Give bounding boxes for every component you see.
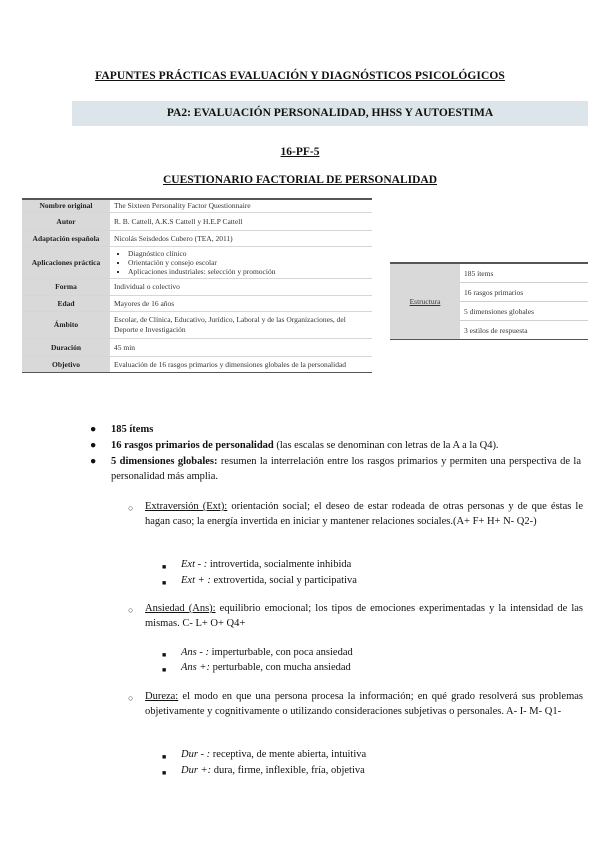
document-title: FAPUNTES PRÁCTICAS EVALUACIÓN Y DIAGNÓSTICOS PSICOLÓGICOS: [95, 70, 505, 82]
bullet-text: (las escalas se denominan con letras de la A a la Q4).: [273, 440, 499, 451]
toughness-low: [181, 747, 581, 762]
structure-item: 16 rasgos primarios: [460, 283, 588, 302]
square-bullet-icon: ■: [162, 651, 167, 659]
extraversion-high: [181, 573, 581, 588]
circle-bullet-icon: ○: [128, 693, 134, 703]
pole-desc: imperturbable, con poca ansiedad: [209, 647, 353, 658]
square-bullet-icon: ■: [162, 563, 167, 571]
bullet-icon: ●: [90, 456, 97, 467]
pole-desc: introvertida, socialmente inhibida: [207, 559, 352, 570]
info-row: [22, 212, 372, 230]
pole-term: Ans +:: [181, 662, 210, 673]
bullet-text: resumen la interrelación entre los rasgos primarios y permiten una perspectiva de la personalidad más amplia.: [111, 456, 581, 482]
structure-label: Estructura: [390, 263, 460, 340]
bullet-icon: ●: [90, 424, 97, 435]
dimension-desc: equilibrio emocional; los tipos de emociones experimentadas y la intensidad de las mismas. C- L+ O+ Q4+: [145, 603, 583, 629]
info-label: Adaptación española: [22, 230, 110, 246]
pole-term: Ext + :: [181, 575, 211, 586]
square-bullet-icon: ■: [162, 753, 167, 761]
bullet-global-dimensions: [111, 454, 581, 484]
square-bullet-icon: ■: [162, 666, 167, 674]
list-item: ▪ Aplicaciones industriales: selección y promoción: [128, 267, 368, 276]
structure-item: 185 ítems: [460, 263, 588, 283]
info-label: Duración: [22, 338, 110, 356]
dimension-anxiety: [145, 601, 583, 631]
pole-desc: perturbable, con mucha ansiedad: [209, 662, 351, 673]
extraversion-low: [181, 557, 581, 572]
dimension-name: Ansiedad (Ans):: [145, 603, 216, 614]
list-item: ▪ Diagnóstico clínico: [128, 249, 368, 258]
dimension-desc: orientación social; el deseo de estar rodeada de otras personas y de que éstas le hagan caso; la energía invertida en iniciar y mantener relaciones sociales.(A+ F+ H+ N- Q2-): [145, 501, 584, 527]
pole-desc: extrovertida, social y participativa: [210, 575, 357, 586]
info-value-list: [110, 246, 372, 278]
circle-bullet-icon: ○: [128, 503, 134, 513]
square-bullet-icon: ■: [162, 579, 167, 587]
info-row: [22, 311, 372, 338]
test-name: 16-PF-5: [280, 146, 320, 158]
structure-table: [390, 262, 588, 340]
section-title: PA2: EVALUACIÓN PERSONALIDAD, HHSS Y AUTOESTIMA: [166, 107, 494, 119]
test-subtitle: CUESTIONARIO FACTORIAL DE PERSONALIDAD: [162, 174, 438, 186]
info-row: [22, 199, 372, 212]
info-label: Objetivo: [22, 356, 110, 372]
bullet-items-count: 185 ítems: [111, 424, 154, 435]
structure-item: 3 estilos de respuesta: [460, 321, 588, 340]
info-value: The Sixteen Personality Factor Questionnaire: [110, 199, 372, 212]
pole-desc: receptiva, de mente abierta, intuitiva: [210, 749, 367, 760]
dimension-name: Dureza:: [145, 691, 179, 702]
info-table: [22, 198, 372, 373]
info-value: R. B. Cattell, A.K.S Cattell y H.E.P Cattell: [110, 212, 372, 230]
info-value: 45 min: [110, 338, 372, 356]
pole-desc: dura, firme, inflexible, fría, objetiva: [211, 765, 365, 776]
info-row: [22, 295, 372, 311]
structure-row: [390, 263, 588, 283]
info-label: Autor: [22, 212, 110, 230]
info-row: [22, 338, 372, 356]
info-value: Evaluación de 16 rasgos primarios y dimensiones globales de la personalidad: [110, 356, 372, 372]
pole-term: Ext - :: [181, 559, 208, 570]
dimension-desc: el modo en que una persona procesa la información; en qué grado resolverá sus problemas objetivamente y cognitivamente o utilizando consideraciones subjetivas o personales. A- I- M- Q1-: [145, 691, 583, 717]
info-label: Nombre original: [22, 199, 110, 212]
info-row: [22, 230, 372, 246]
bullet-icon: ●: [90, 440, 97, 451]
info-row: [22, 278, 372, 295]
anxiety-low: [181, 645, 581, 660]
structure-item: 5 dimensiones globales: [460, 302, 588, 321]
circle-bullet-icon: ○: [128, 605, 134, 615]
info-label: Ámbito: [22, 311, 110, 338]
pole-term: Dur - :: [181, 749, 211, 760]
pole-term: Ans - :: [181, 647, 209, 658]
dimension-extraversion: [145, 499, 583, 529]
info-row: [22, 356, 372, 372]
anxiety-high: [181, 660, 581, 675]
info-label: Aplicaciones práctica: [22, 246, 110, 278]
bullet-bold-text: 5 dimensiones globales:: [111, 456, 218, 467]
pole-term: Dur +:: [181, 765, 212, 776]
dimension-toughness: [145, 689, 583, 719]
info-value: Nicolás Seisdedos Cubero (TEA, 2011): [110, 230, 372, 246]
dimension-name: Extraversión (Ext):: [145, 501, 228, 512]
info-row: [22, 246, 372, 278]
toughness-high: [181, 763, 581, 778]
info-value: Escolar, de Clínica, Educativo, Jurídico, Laboral y de las Organizaciones, del Deporte e Investigación: [110, 311, 372, 338]
info-value: Individual o colectivo: [110, 278, 372, 295]
info-label: Forma: [22, 278, 110, 295]
info-value: Mayores de 16 años: [110, 295, 372, 311]
bullet-primary-traits: [111, 438, 581, 453]
square-bullet-icon: ■: [162, 769, 167, 777]
bullet-bold-text: 16 rasgos primarios de personalidad: [111, 440, 274, 451]
info-label: Edad: [22, 295, 110, 311]
list-item: ▪ Orientación y consejo escolar: [128, 258, 368, 267]
